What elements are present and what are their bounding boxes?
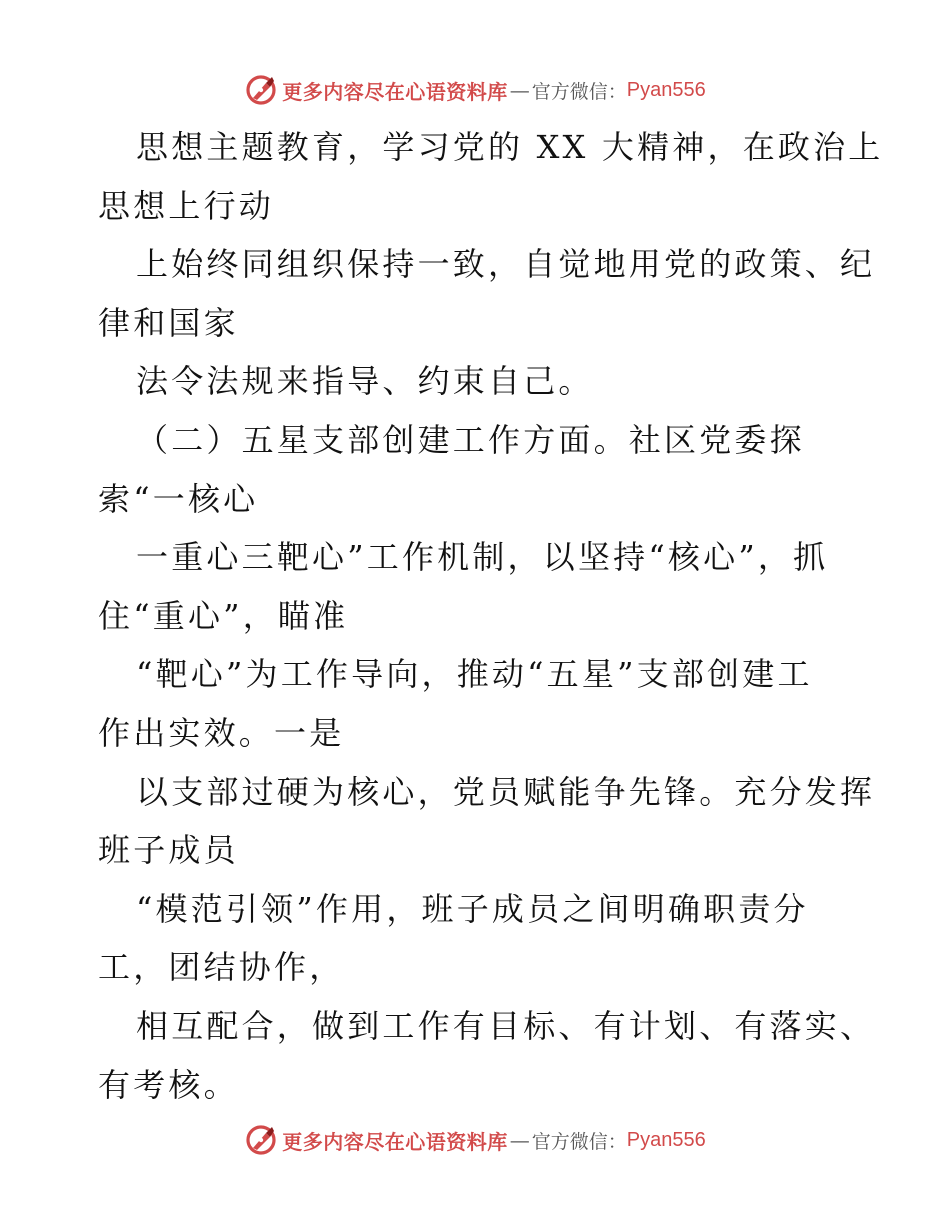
body-line: 一重心三靶心”工作机制，以坚持“核心”，抓 bbox=[136, 538, 829, 577]
body-line: 思想上行动 bbox=[98, 186, 275, 225]
body-line: 以支部过硬为核心，党员赋能争先锋。充分发挥 bbox=[136, 772, 876, 811]
banner-sub-text: 官方微信： bbox=[531, 1130, 627, 1153]
body-line: 有考核。 bbox=[98, 1065, 239, 1104]
body-line: 作出实效。一是 bbox=[98, 713, 345, 752]
body-line: 上始终同组织保持一致，自觉地用党的政策、纪 bbox=[136, 245, 876, 284]
body-line: 相互配合，做到工作有目标、有计划、有落实、 bbox=[136, 1006, 876, 1045]
document-body bbox=[98, 118, 884, 1114]
body-line: 住“重心”，瞄准 bbox=[98, 596, 349, 635]
body-line: 工，团结协作， bbox=[98, 948, 345, 987]
body-line: 法令法规来指导、约束自己。 bbox=[136, 362, 594, 401]
banner-sub-text: 官方微信： bbox=[531, 80, 627, 103]
body-line: （二）五星支部创建工作方面。社区党委探 bbox=[136, 420, 805, 459]
quill-logo-icon bbox=[244, 1123, 278, 1157]
banner-wechat-id: Pyan556 bbox=[626, 78, 706, 101]
banner-dash: — bbox=[509, 1128, 530, 1152]
banner-wechat-id: Pyan556 bbox=[626, 1128, 706, 1151]
body-line: 律和国家 bbox=[98, 303, 239, 342]
banner-main-text: 更多内容尽在心语资料库 bbox=[282, 1129, 508, 1154]
body-line: “模范引领”作用，班子成员之间明确职责分 bbox=[136, 889, 809, 928]
quill-logo-icon bbox=[244, 73, 278, 107]
banner-dash: — bbox=[509, 78, 530, 102]
footer-banner bbox=[0, 1120, 950, 1160]
body-line: “靶心”为工作导向，推动“五星”支部创建工 bbox=[136, 655, 813, 694]
header-banner bbox=[0, 70, 950, 110]
body-line: 思想主题教育，学习党的 XX 大精神，在政治上 bbox=[136, 128, 884, 166]
body-line: 班子成员 bbox=[98, 831, 239, 870]
body-line: 索“一核心 bbox=[98, 479, 259, 518]
banner-main-text: 更多内容尽在心语资料库 bbox=[282, 79, 508, 104]
